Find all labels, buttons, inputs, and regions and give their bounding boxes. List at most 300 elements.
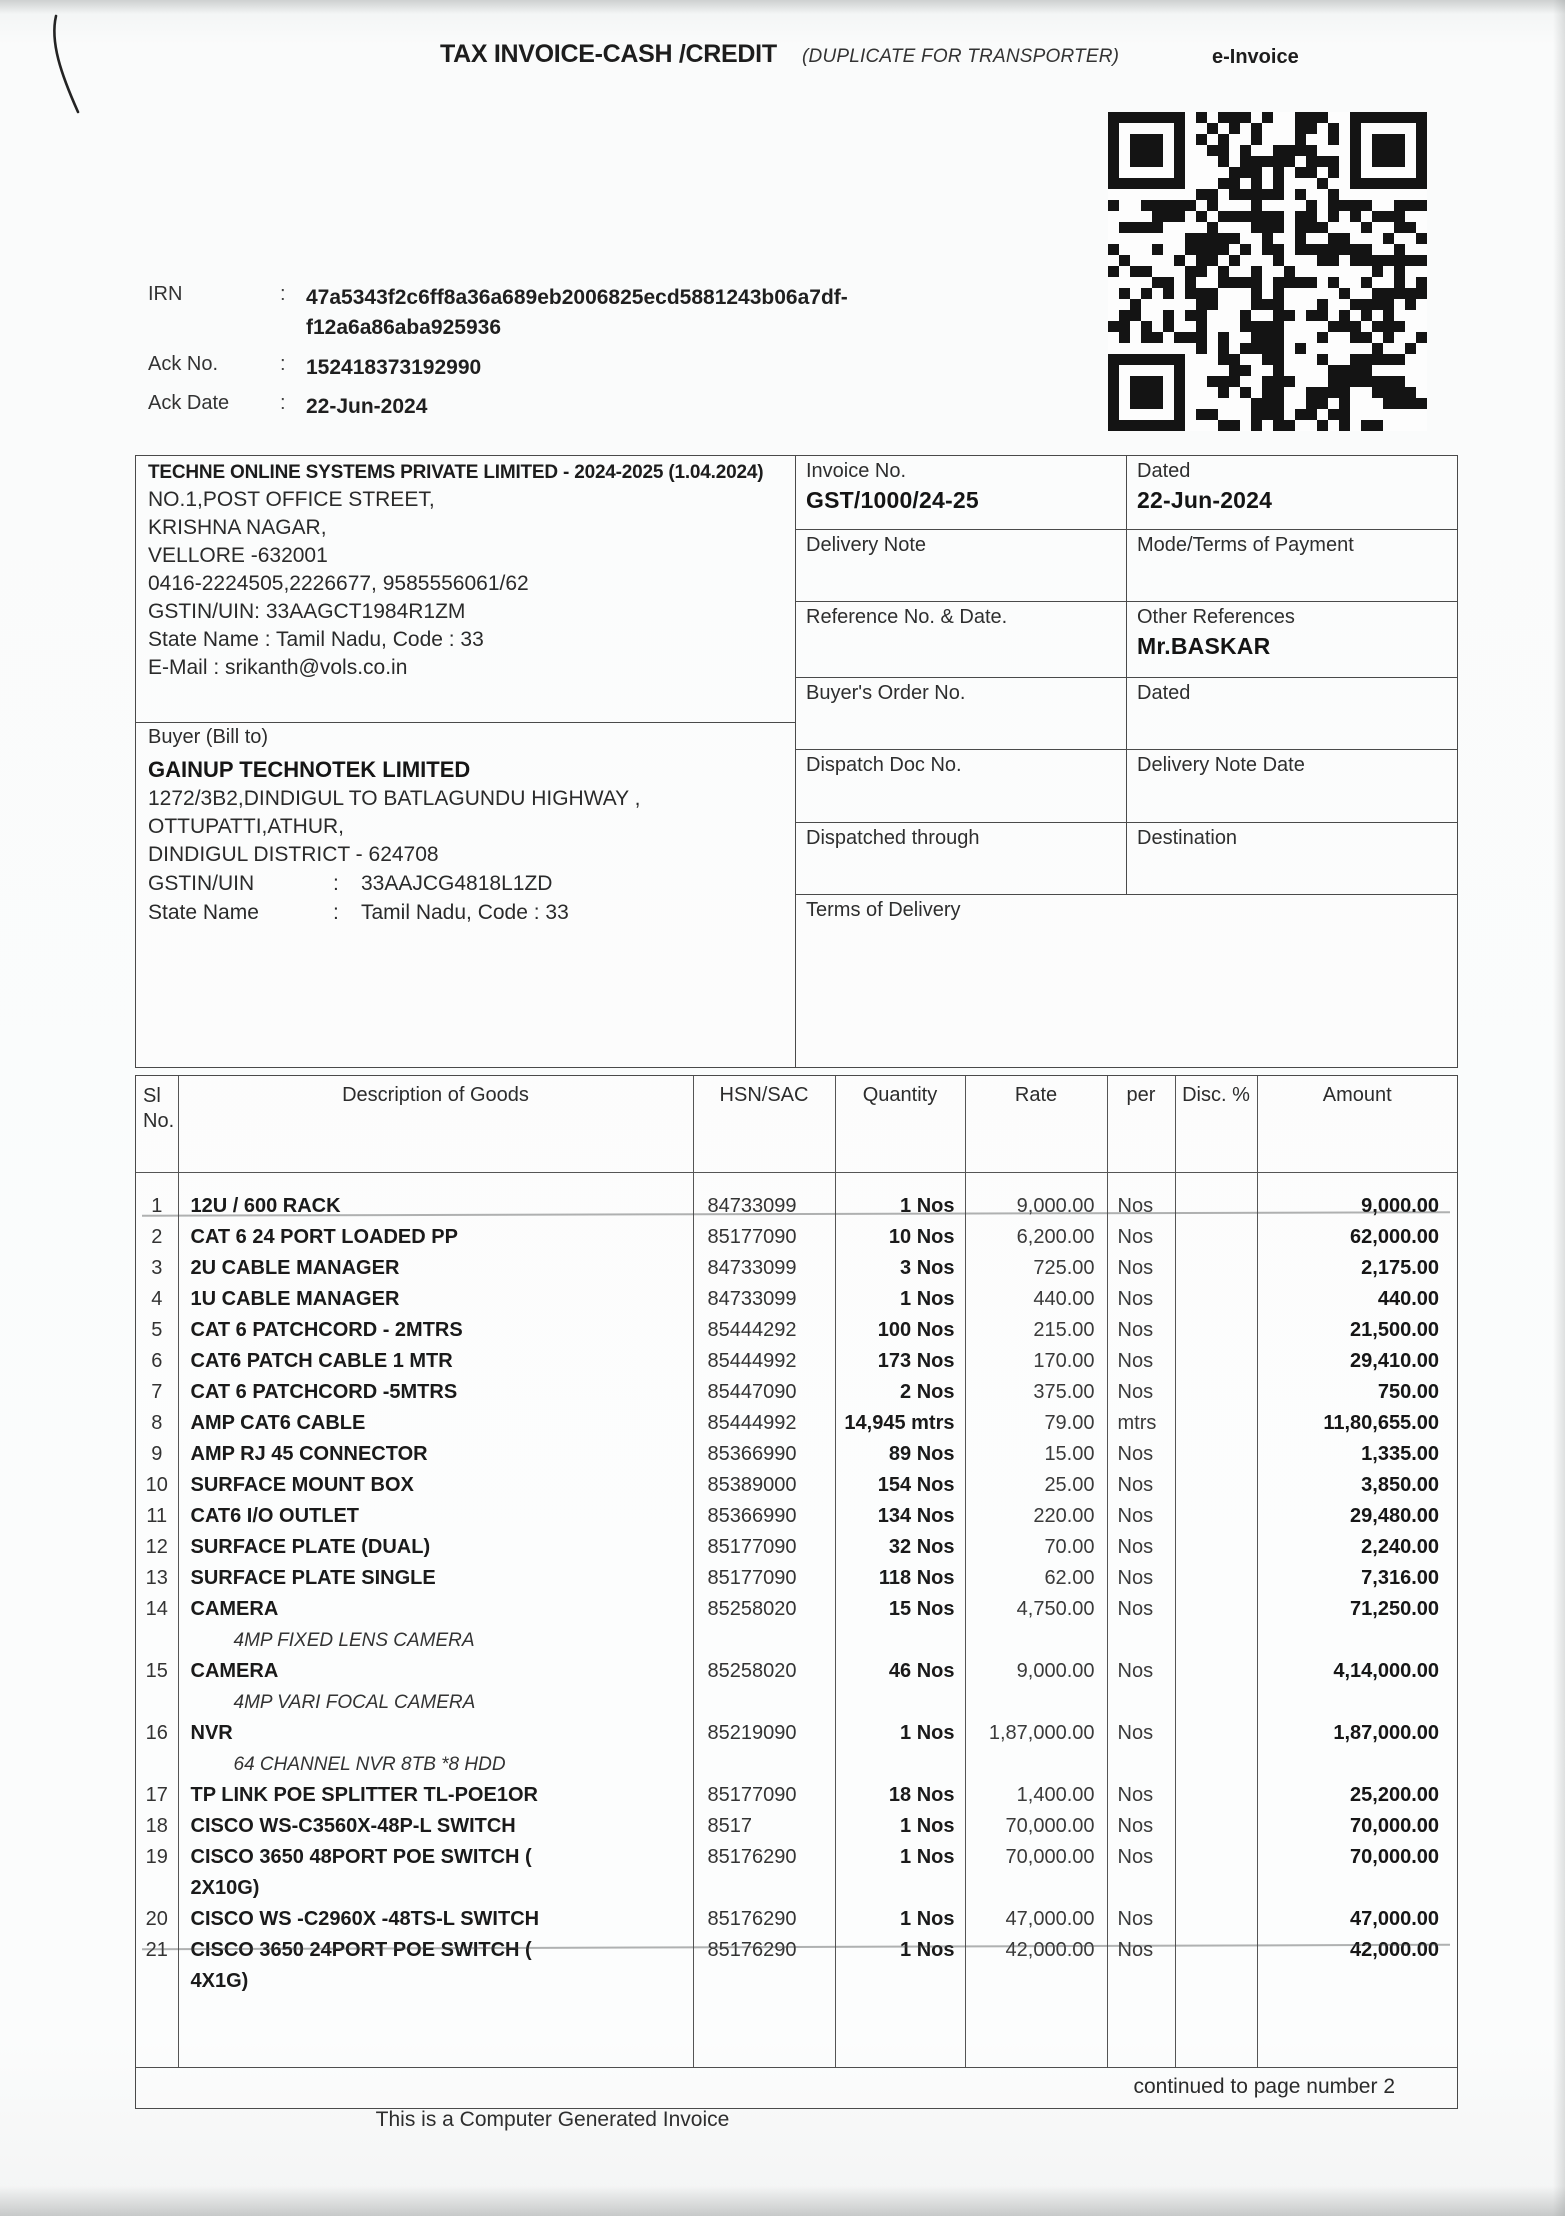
terms-of-delivery-label: Terms of Delivery [806,899,961,921]
item-name: CISCO 3650 24PORT POE SWITCH ( [190,1939,532,1961]
item-sl: 1 [136,1173,178,1223]
item-discount [1175,1173,1257,1223]
items-table-body [136,1173,1457,2068]
invoice-no-label: Invoice No. [806,460,907,482]
buyers-order-cell [796,678,1126,749]
header-sl-line2: No. [143,1110,175,1132]
item-hsn: 85389000 [693,1470,835,1501]
item-hsn: 85177090 [693,1532,835,1563]
ack-no-label: Ack No. [148,352,219,375]
item-hsn: 85447090 [693,1377,835,1408]
meta-row-2 [796,530,1457,602]
reference-cell [796,602,1126,677]
ack-no-row [148,353,848,383]
item-row [136,1284,1457,1315]
item-row [136,1439,1457,1470]
parties-and-meta-box [135,455,1458,1068]
item-row [136,1563,1457,1594]
item-discount [1175,1315,1257,1346]
item-amount: 25,200.00 [1350,1784,1439,1806]
ack-no-colon: : [280,352,286,375]
item-name: CAT 6 24 PORT LOADED PP [190,1226,458,1248]
item-amount: 440.00 [1377,1288,1439,1310]
item-amount: 1,87,000.00 [1333,1722,1439,1744]
item-name: CAT 6 PATCHCORD -5MTRS [190,1381,458,1403]
meta-row-4 [796,678,1457,750]
item-quantity: 1 Nos [835,1811,965,1842]
item-sl: 3 [136,1253,178,1284]
item-quantity: 1 Nos [835,1842,965,1904]
item-quantity: 32 Nos [835,1532,965,1563]
pen-mark [34,12,104,122]
item-discount [1175,1563,1257,1594]
filler-cell [1257,1997,1457,2067]
item-row [136,1532,1457,1563]
item-name: NVR [190,1722,233,1744]
buyer-name: GAINUP TECHNOTEK LIMITED [148,757,471,782]
item-quantity: 3 Nos [835,1253,965,1284]
item-sl: 19 [136,1842,178,1904]
buyer-box [136,750,795,928]
item-discount [1175,1377,1257,1408]
item-rate: 1,87,000.00 [965,1718,1107,1780]
item-amount: 29,480.00 [1350,1505,1439,1527]
item-name-line2: 4X1G) [190,1970,249,1992]
item-rate: 170.00 [965,1346,1107,1377]
item-row [136,1656,1457,1718]
item-description [178,1935,693,1997]
irn-block [148,283,848,432]
item-description [178,1315,693,1346]
item-hsn: 85219090 [693,1718,835,1780]
dispatched-through-cell [796,823,1126,894]
document-title: TAX INVOICE-CASH /CREDIT [440,40,777,68]
item-quantity: 10 Nos [835,1222,965,1253]
item-sl: 10 [136,1470,178,1501]
item-quantity: 1 Nos [835,1284,965,1315]
item-quantity: 46 Nos [835,1656,965,1718]
item-quantity: 134 Nos [835,1501,965,1532]
ack-date-value: 22-Jun-2024 [306,395,428,419]
item-name: SURFACE PLATE SINGLE [190,1567,436,1589]
item-name: SURFACE MOUNT BOX [190,1474,414,1496]
item-name: 2U CABLE MANAGER [190,1257,400,1279]
item-per: Nos [1107,1315,1175,1346]
computer-generated-note: This is a Computer Generated Invoice [375,2108,730,2131]
item-description [178,1780,693,1811]
item-description [178,1532,693,1563]
item-amount: 21,500.00 [1350,1319,1439,1341]
item-per: Nos [1107,1470,1175,1501]
item-hsn: 85177090 [693,1780,835,1811]
dispatched-through-label: Dispatched through [806,827,980,849]
item-description [178,1501,693,1532]
dated-cell [1126,456,1457,529]
item-name: SURFACE PLATE (DUAL) [190,1536,431,1558]
item-row [136,1315,1457,1346]
item-hsn: 85444992 [693,1346,835,1377]
item-quantity: 154 Nos [835,1470,965,1501]
delivery-note-date-cell [1126,750,1457,822]
item-amount: 71,250.00 [1350,1598,1439,1620]
buyer-gstin-colon: : [333,871,339,895]
item-description [178,1346,693,1377]
item-discount [1175,1470,1257,1501]
item-discount [1175,1408,1257,1439]
item-sl: 13 [136,1563,178,1594]
item-name: CISCO WS -C2960X -48TS-L SWITCH [190,1908,540,1930]
filler-cell [1107,1997,1175,2067]
item-rate: 70.00 [965,1532,1107,1563]
meta-row-3 [796,602,1457,678]
item-row [136,1253,1457,1284]
item-hsn: 85177090 [693,1563,835,1594]
item-hsn: 85176290 [693,1904,835,1935]
item-row [136,1470,1457,1501]
meta-row-5 [796,750,1457,823]
qr-code [1108,112,1427,431]
item-sl: 16 [136,1718,178,1780]
item-discount [1175,1656,1257,1718]
irn-label: IRN [148,283,183,305]
scan-smudge-bottom [0,2186,1565,2216]
filler-cell [835,1997,965,2067]
item-rate: 70,000.00 [965,1811,1107,1842]
dated2-cell [1126,678,1457,749]
buyer-address-line2: OTTUPATTI,ATHUR, [148,814,344,838]
item-per: Nos [1107,1780,1175,1811]
item-rate: 9,000.00 [965,1656,1107,1718]
item-row [136,1222,1457,1253]
item-rate: 9,000.00 [965,1173,1107,1223]
item-description [178,1377,693,1408]
item-sl: 7 [136,1377,178,1408]
item-hsn: 84733099 [693,1173,835,1223]
item-discount [1175,1842,1257,1904]
item-discount [1175,1346,1257,1377]
delivery-note-date-label: Delivery Note Date [1137,754,1305,776]
item-name: CISCO WS-C3560X-48P-L SWITCH [190,1815,516,1837]
buyers-order-label: Buyer's Order No. [806,682,966,704]
item-amount: 4,14,000.00 [1333,1660,1439,1682]
dated-value: 22-Jun-2024 [1137,487,1273,513]
item-name: AMP RJ 45 CONNECTOR [190,1443,428,1465]
item-description [178,1253,693,1284]
item-amount: 70,000.00 [1350,1846,1439,1868]
header-quantity: Quantity [835,1076,965,1173]
item-per: Nos [1107,1173,1175,1223]
item-description [178,1904,693,1935]
item-discount [1175,1780,1257,1811]
seller-address-line3: VELLORE -632001 [148,543,328,567]
item-hsn: 8517 [693,1811,835,1842]
item-description [178,1284,693,1315]
item-quantity: 1 Nos [835,1173,965,1223]
item-rate: 725.00 [965,1253,1107,1284]
item-description [178,1563,693,1594]
item-per: Nos [1107,1532,1175,1563]
filler-row [136,1997,1457,2067]
item-per: mtrs [1107,1408,1175,1439]
item-hsn: 85258020 [693,1656,835,1718]
item-rate: 6,200.00 [965,1222,1107,1253]
item-per: Nos [1107,1346,1175,1377]
item-row [136,1594,1457,1656]
item-name: CAT 6 PATCHCORD - 2MTRS [190,1319,463,1341]
item-description [178,1470,693,1501]
item-per: Nos [1107,1935,1175,1997]
item-amount: 9,000.00 [1361,1195,1439,1217]
item-amount: 1,335.00 [1361,1443,1439,1465]
item-row [136,1811,1457,1842]
item-per: Nos [1107,1594,1175,1656]
dated2-label: Dated [1137,682,1191,704]
item-hsn: 85444292 [693,1315,835,1346]
buyer-gstin-label: GSTIN/UIN [148,871,255,895]
item-description [178,1656,693,1718]
item-per: Nos [1107,1253,1175,1284]
parties-column [136,456,796,1067]
item-sl: 2 [136,1222,178,1253]
terms-of-delivery-cell [796,895,1457,1067]
irn-value-line1: 47a5343f2c6ff8a36a689eb2006825ecd5881243b06a7df- [306,286,848,309]
item-rate: 70,000.00 [965,1842,1107,1904]
payment-mode-label: Mode/Terms of Payment [1137,534,1354,556]
item-description [178,1222,693,1253]
item-discount [1175,1439,1257,1470]
item-hsn: 85258020 [693,1594,835,1656]
document-copy-type: (DUPLICATE FOR TRANSPORTER) [802,46,1120,67]
item-discount [1175,1811,1257,1842]
item-per: Nos [1107,1377,1175,1408]
item-subdescription: 4MP FIXED LENS CAMERA [233,1630,475,1651]
item-amount: 3,850.00 [1361,1474,1439,1496]
item-discount [1175,1904,1257,1935]
item-hsn: 85177090 [693,1222,835,1253]
item-per: Nos [1107,1501,1175,1532]
meta-row-6 [796,823,1457,895]
item-name: AMP CAT6 CABLE [190,1412,366,1434]
seller-address-line1: NO.1,POST OFFICE STREET, [148,488,435,511]
irn-colon: : [280,283,286,305]
buyer-gstin-value: 33AAJCG4818L1ZD [361,871,553,895]
items-header-row [136,1076,1457,1173]
item-sl: 9 [136,1439,178,1470]
item-rate: 25.00 [965,1470,1107,1501]
header-sl [136,1076,178,1173]
item-row [136,1904,1457,1935]
seller-email: E-Mail : srikanth@vols.co.in [148,655,408,679]
item-discount [1175,1718,1257,1780]
item-sl: 17 [136,1780,178,1811]
payment-mode-cell [1126,530,1457,601]
item-amount: 29,410.00 [1350,1350,1439,1372]
item-sl: 12 [136,1532,178,1563]
item-rate: 42,000.00 [965,1935,1107,1997]
item-hsn: 85176290 [693,1935,835,1997]
item-per: Nos [1107,1563,1175,1594]
item-per: Nos [1107,1656,1175,1718]
irn-row [148,283,848,344]
item-rate: 79.00 [965,1408,1107,1439]
item-quantity: 15 Nos [835,1594,965,1656]
scan-smudge-top [0,0,1565,14]
item-sl: 8 [136,1408,178,1439]
seller-phone: 0416-2224505,2226677, 9585556061/62 [148,571,529,595]
header-sl-line1: Sl [143,1085,161,1107]
buyer-state-value: Tamil Nadu, Code : 33 [361,901,569,925]
item-row [136,1377,1457,1408]
other-references-value: Mr.BASKAR [1137,633,1271,659]
irn-value-line2: f12a6a86aba925936 [306,316,502,340]
item-name: CAMERA [190,1660,279,1682]
seller-name: TECHNE ONLINE SYSTEMS PRIVATE LIMITED - 2024-2025 (1.04.2024) [148,462,764,483]
item-rate: 215.00 [965,1315,1107,1346]
item-amount: 7,316.00 [1361,1567,1439,1589]
item-rate: 62.00 [965,1563,1107,1594]
item-rate: 4,750.00 [965,1594,1107,1656]
invoice-meta-grid [796,456,1457,1067]
item-subdescription: 4MP VARI FOCAL CAMERA [233,1692,476,1713]
dispatch-doc-label: Dispatch Doc No. [806,754,962,776]
continued-note: continued to page number 2 [136,2067,1457,2108]
item-name: TP LINK POE SPLITTER TL-POE1OR [190,1784,538,1806]
ack-no-value: 152418373192990 [306,355,482,379]
item-quantity: 100 Nos [835,1315,965,1346]
header-per: per [1107,1076,1175,1173]
dispatch-doc-cell [796,750,1126,822]
ack-date-colon: : [280,392,286,415]
delivery-note-label: Delivery Note [806,534,927,556]
item-per: Nos [1107,1842,1175,1904]
item-hsn: 85366990 [693,1501,835,1532]
item-per: Nos [1107,1904,1175,1935]
item-rate: 220.00 [965,1501,1107,1532]
item-discount [1175,1284,1257,1315]
item-description [178,1842,693,1904]
item-discount [1175,1253,1257,1284]
invoice-no-value: GST/1000/24-25 [806,487,979,513]
item-row [136,1346,1457,1377]
item-row [136,1780,1457,1811]
delivery-note-cell [796,530,1126,601]
item-description [178,1439,693,1470]
ack-date-label: Ack Date [148,392,230,415]
item-description [178,1408,693,1439]
seller-state: State Name : Tamil Nadu, Code : 33 [148,627,484,651]
item-sl: 20 [136,1904,178,1935]
item-per: Nos [1107,1222,1175,1253]
header-hsn: HSN/SAC [693,1076,835,1173]
filler-cell [178,1997,693,2067]
item-sl: 4 [136,1284,178,1315]
item-description [178,1811,693,1842]
items-table [136,1076,1457,2067]
buyer-state-label: State Name [148,901,259,925]
item-name: CISCO 3650 48PORT POE SWITCH ( [190,1846,532,1868]
header-rate: Rate [965,1076,1107,1173]
irn-value [306,283,848,344]
seller-box [136,456,795,723]
filler-cell [693,1997,835,2067]
item-sl: 15 [136,1656,178,1718]
item-amount: 62,000.00 [1350,1226,1439,1248]
item-rate: 1,400.00 [965,1780,1107,1811]
item-quantity: 2 Nos [835,1377,965,1408]
item-sl: 11 [136,1501,178,1532]
item-discount [1175,1222,1257,1253]
item-name: 1U CABLE MANAGER [190,1288,400,1310]
item-hsn: 85176290 [693,1842,835,1904]
item-quantity: 118 Nos [835,1563,965,1594]
item-amount: 750.00 [1377,1381,1439,1403]
item-row [136,1501,1457,1532]
item-sl: 5 [136,1315,178,1346]
item-amount: 11,80,655.00 [1323,1412,1439,1434]
item-quantity: 1 Nos [835,1718,965,1780]
filler-cell [1175,1997,1257,2067]
buyer-address-line1: 1272/3B2,DINDIGUL TO BATLAGUNDU HIGHWAY , [148,787,641,810]
dated-label: Dated [1137,460,1191,482]
item-discount [1175,1501,1257,1532]
item-row [136,1408,1457,1439]
buyer-state-colon: : [333,901,339,925]
header-disc: Disc. % [1175,1076,1257,1173]
item-amount: 2,175.00 [1361,1257,1439,1279]
item-name: CAMERA [190,1598,279,1620]
item-amount: 2,240.00 [1361,1536,1439,1558]
item-name: CAT6 PATCH CABLE 1 MTR [190,1350,453,1372]
meta-row-1 [796,456,1457,530]
item-per: Nos [1107,1718,1175,1780]
buyer-gstin-row [148,869,785,898]
item-rate: 440.00 [965,1284,1107,1315]
reference-label: Reference No. & Date. [806,606,1008,628]
item-rate: 47,000.00 [965,1904,1107,1935]
seller-address-line2: KRISHNA NAGAR, [148,515,327,539]
item-hsn: 85444992 [693,1408,835,1439]
filler-cell [136,1997,178,2067]
seller-gstin: GSTIN/UIN: 33AAGCT1984R1ZM [148,599,466,623]
item-amount: 70,000.00 [1350,1815,1439,1837]
item-hsn: 84733099 [693,1253,835,1284]
item-quantity: 1 Nos [835,1904,965,1935]
item-rate: 375.00 [965,1377,1107,1408]
item-description [178,1718,693,1780]
item-name: CAT6 I/O OUTLET [190,1505,360,1527]
item-sl: 14 [136,1594,178,1656]
filler-cell [965,1997,1107,2067]
item-sl: 21 [136,1935,178,1997]
item-subdescription: 64 CHANNEL NVR 8TB *8 HDD [233,1754,506,1775]
other-references-label: Other References [1137,606,1295,628]
item-sl: 18 [136,1811,178,1842]
buyer-address-line3: DINDIGUL DISTRICT - 624708 [148,842,439,866]
header-amount: Amount [1257,1076,1457,1173]
items-box [135,1075,1458,2109]
einvoice-label: e-Invoice [1212,46,1299,68]
item-discount [1175,1594,1257,1656]
buyer-state-row [148,898,785,927]
item-quantity: 14,945 mtrs [835,1408,965,1439]
item-discount [1175,1532,1257,1563]
item-hsn: 85366990 [693,1439,835,1470]
invoice-no-cell [796,456,1126,529]
item-description [178,1594,693,1656]
scan-smudge-right [1553,0,1565,2216]
item-per: Nos [1107,1439,1175,1470]
item-per: Nos [1107,1811,1175,1842]
